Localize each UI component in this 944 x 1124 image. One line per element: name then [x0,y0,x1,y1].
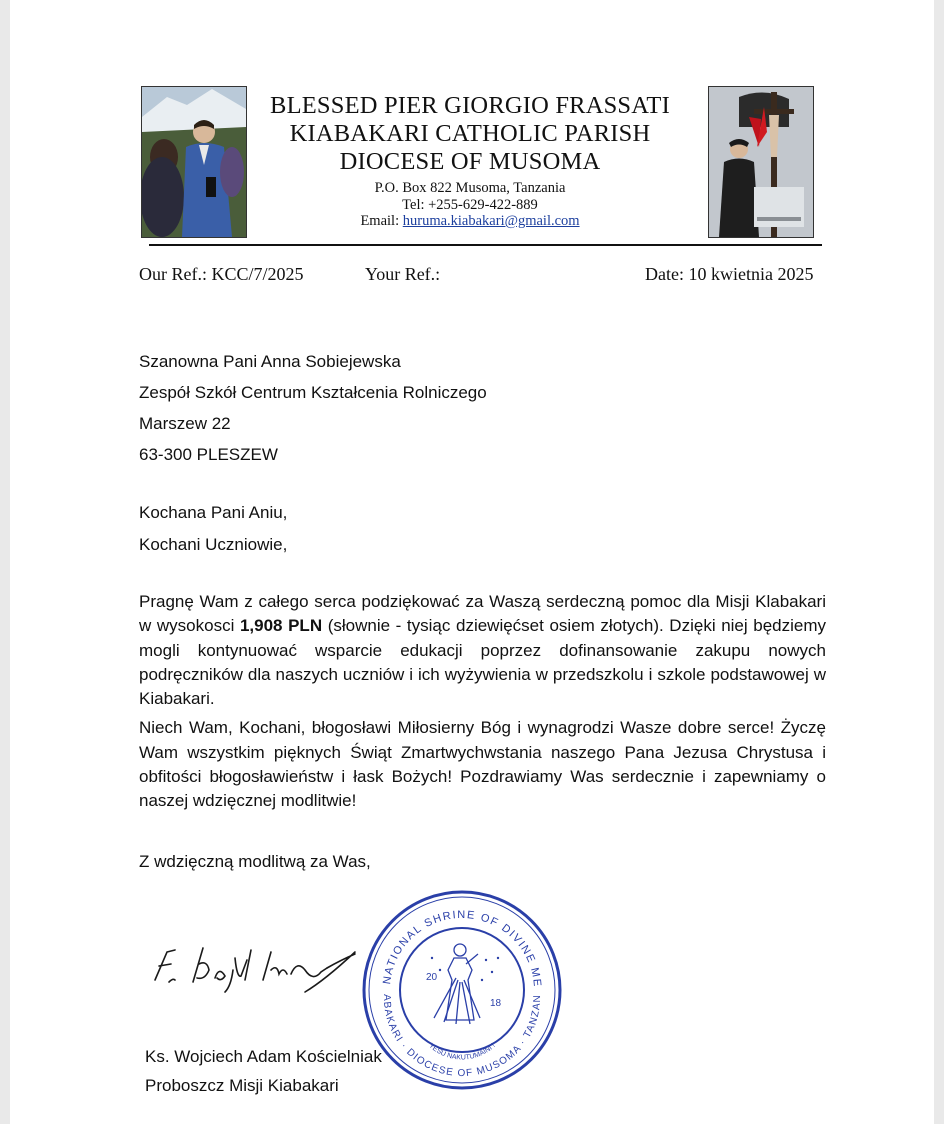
frassati-painting-art [142,87,246,237]
stamp-bottom-text: ABAKARI · DIOCESE OF MUSOMA · TANZAN [380,994,544,1080]
stamp-svg [360,888,564,1092]
paragraph-1-start: Pragnę Wam z całego serca podziękować za Waszą serdeczną pomoc dla Misji Klabakari w wysokosci [139,592,826,636]
address-line: Szanowna Pani Anna Sobiejewska [139,352,401,371]
email-line [250,213,690,230]
paragraph-2: Niech Wam, Kochani, błogosławi Miłosierny Bóg i wynagrodzi Wasze dobre serce! Życzę Wam wszystkim pięknych Świąt Zmartwychwstania naszego Pana Jezusa Chrystusa i obfitości błogosławieństw i łask Bożych! Pozdrawiamy Was serdecznie i zapewniamy o naszej wdzięcznej modlitwie! [139,718,826,811]
header-rule [149,244,822,246]
stamp-year-left: 20 [426,972,438,983]
date: Date: 10 kwietnia 2025 [645,264,814,284]
frassati-painting [141,86,247,238]
handwritten-signature [145,930,375,1005]
crucifix-painting-art [709,87,813,237]
address-line: Zespół Szkół Centrum Kształcenia Rolniczego [139,383,487,402]
letterhead-line1: BLESSED PIER GIORGIO FRASSATI [270,92,670,119]
greeting [139,497,287,561]
your-ref: Your Ref.: [365,264,441,284]
email-label: Email: [360,213,403,229]
paragraph-1-end: (słownie - tysiąc dziewięćset osiem złotych). Dzięki niej będziemy mogli kontynuować wsparcie edukacji poprzez dofinansowanie zakupu nowych podręczników dla naszych uczniów i ich wyżywienia w przedszkolu i szkole podstawowej w Kiabakari. [139,616,827,709]
signature-svg [145,930,375,1000]
address-line: 63-300 PLESZEW [139,445,278,464]
po-box: P.O. Box 822 Musoma, Tanzania [374,180,566,196]
divine-mercy-figure [434,944,480,1024]
greeting-line: Kochana Pani Aniu, [139,503,288,522]
letterhead-line3: DIOCESE OF MUSOMA [339,148,601,175]
telephone: Tel: +255-629-422-889 [402,196,538,213]
signer-name: Ks. Wojciech Adam Kościelniak [145,1047,382,1066]
greeting-line: Kochani Uczniowie, [139,535,288,554]
closing: Z wdzięczną modlitwą za Was, [139,852,371,871]
signer-block [145,1042,382,1100]
stamp-top-text: NATIONAL SHRINE OF DIVINE ME [381,908,544,989]
letter-body [139,590,826,819]
crucifix-painting [708,86,814,238]
stamp-year-right: 18 [490,998,502,1009]
email-link[interactable]: huruma.kiabakari@gmail.com [402,213,580,229]
signer-title: Proboszcz Misji Kiabakari [145,1076,339,1095]
recipient-address [139,346,487,470]
stamp-inner-text: YESU NAKUTUMAINI ! [427,1042,497,1062]
our-ref: Our Ref.: KCC/7/2025 [139,264,304,284]
letter-page [10,0,934,1124]
letterhead [250,92,690,230]
paragraph-1 [139,590,826,711]
letterhead-line2: KIABAKARI CATHOLIC PARISH [289,120,651,147]
parish-stamp [360,888,564,1097]
donation-amount: 1,908 PLN [239,616,323,636]
address-line: Marszew 22 [139,414,231,433]
